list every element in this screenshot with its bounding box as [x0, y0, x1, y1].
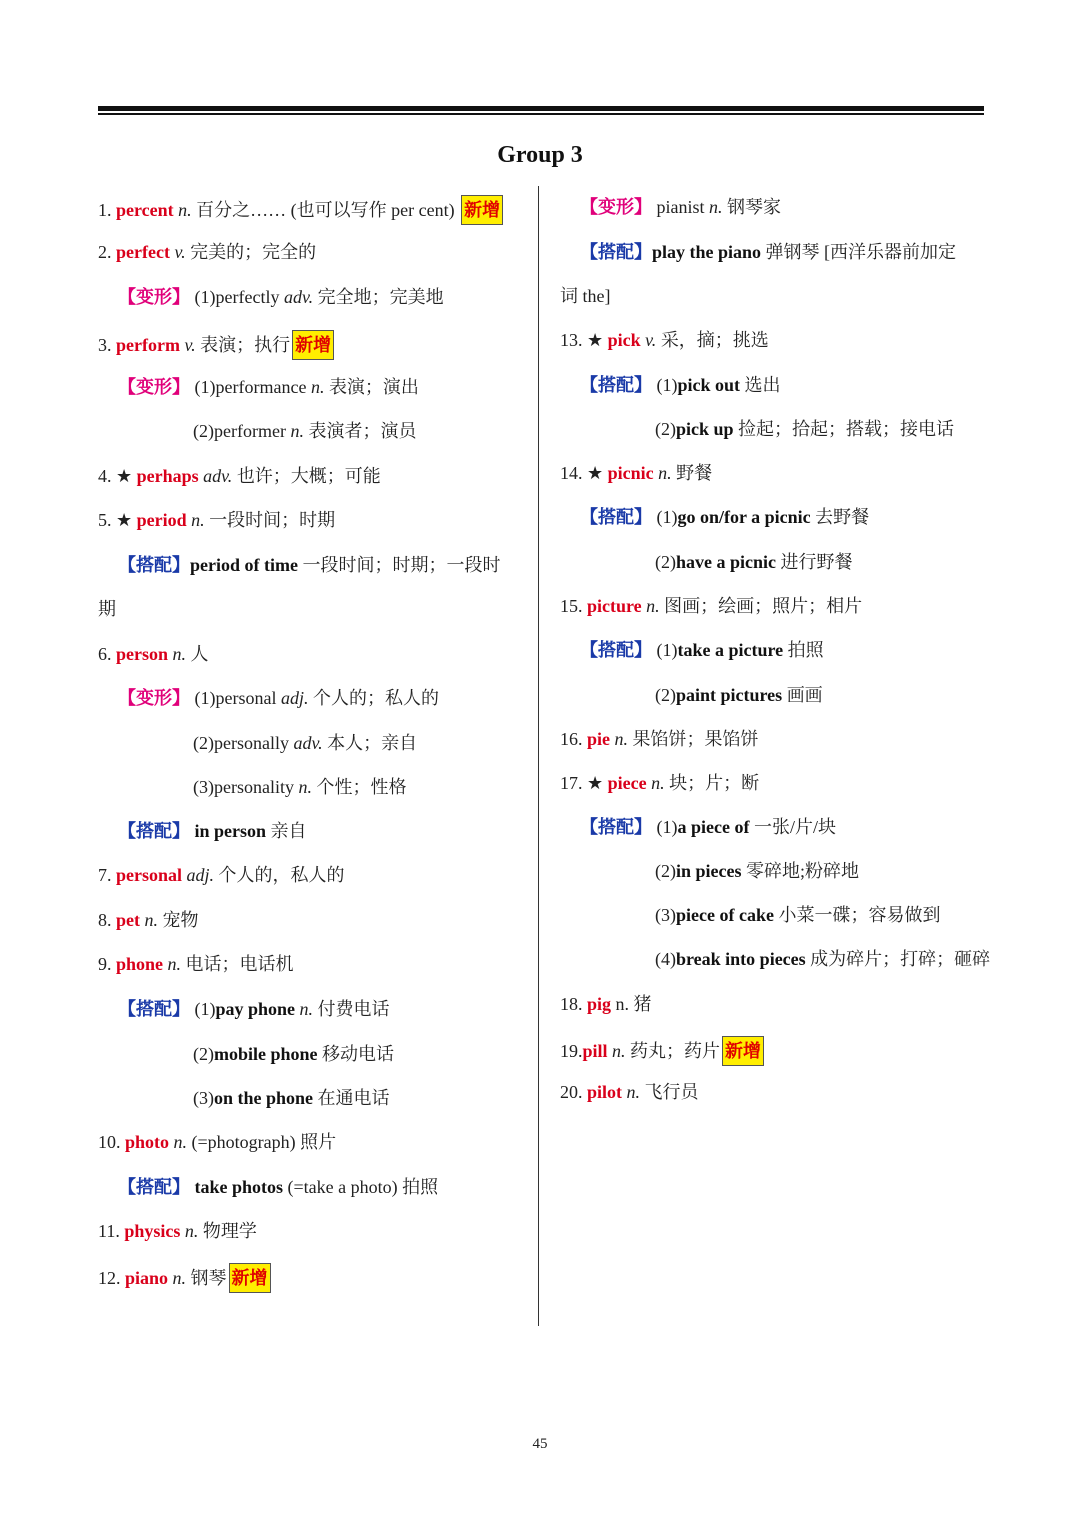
entry-9-collocation-1: [118, 997, 390, 1021]
entry-17-collocation-1: [580, 815, 836, 839]
entry-number: 15.: [560, 596, 587, 616]
part-of-speech: v.: [169, 242, 186, 262]
definition: 小菜一碟；容易做到: [773, 905, 941, 925]
entry-number: 9.: [98, 954, 116, 974]
definition: 一段时间；时期；一段时: [297, 555, 501, 575]
entry-17-collocation-2: [655, 859, 859, 883]
variant-tag: 【变形】: [118, 377, 190, 397]
entry-15-collocation-2: [655, 683, 823, 707]
entry-number: 13.: [560, 330, 587, 350]
entry-number: 7.: [98, 865, 116, 885]
definition: 人: [186, 644, 209, 664]
phrase: pay phone: [215, 999, 296, 1019]
entry-number: 5.: [98, 510, 116, 530]
definition: 飞行员: [640, 1082, 699, 1102]
item-number: (2): [655, 861, 676, 881]
definition: (=take a photo) 拍照: [283, 1177, 439, 1197]
entry-12-variant: [580, 195, 781, 219]
entry-number: 20.: [560, 1082, 587, 1102]
part-of-speech: adv.: [293, 733, 323, 753]
part-of-speech: n.: [622, 1082, 641, 1102]
definition: 选出: [740, 375, 781, 395]
phrase: in pieces: [676, 861, 742, 881]
item-number: (2): [655, 685, 676, 705]
item-number: (2): [655, 419, 676, 439]
entry-14-collocation-1: [580, 505, 869, 529]
entry-number: 10.: [98, 1132, 125, 1152]
definition: 本人；亲自: [322, 733, 418, 753]
part-of-speech: n.: [641, 596, 660, 616]
entry-5-collocation: [118, 553, 500, 577]
item-number: (1): [652, 507, 678, 527]
variant-word: (3)personality: [193, 777, 299, 797]
entry-5: [98, 508, 335, 532]
entry-number: 17.: [560, 773, 587, 793]
part-of-speech: n.: [646, 773, 665, 793]
entry-3-variant-1: [118, 375, 419, 399]
variant-tag: 【变形】: [118, 287, 190, 307]
entry-5-collocation-cont: 期: [98, 599, 116, 619]
headword: physics: [124, 1221, 181, 1241]
variant-word: (1)performance: [190, 377, 311, 397]
headword: percent: [116, 200, 174, 220]
entry-number: 12.: [98, 1268, 125, 1288]
headword: photo: [125, 1132, 170, 1152]
part-of-speech: n.: [610, 729, 629, 749]
phrase: period of time: [190, 555, 298, 575]
variant-word: (2)personally: [193, 733, 294, 753]
phrase: play the piano: [652, 242, 762, 262]
entry-7: [98, 863, 345, 887]
entry-11: [98, 1219, 257, 1243]
definition: 在通电话: [313, 1088, 390, 1108]
variant-tag: 【变形】: [580, 197, 652, 217]
variant-word: pianist: [652, 197, 709, 217]
entry-number: 18.: [560, 994, 587, 1014]
variant-tag: 【变形】: [118, 688, 190, 708]
collocation-tag: 【搭配】: [118, 1177, 190, 1197]
entry-number: 16.: [560, 729, 587, 749]
entry-17: [560, 771, 759, 795]
phrase: pick out: [677, 375, 741, 395]
item-number: (2): [655, 552, 676, 572]
phrase: a piece of: [677, 817, 750, 837]
phrase: paint pictures: [676, 685, 783, 705]
definition: 野餐: [671, 463, 713, 483]
entry-15-collocation-1: [580, 638, 824, 662]
definition: 弹钢琴 [西洋乐器前加定: [761, 242, 957, 262]
entry-9: [98, 952, 294, 976]
item-number: (1): [652, 375, 678, 395]
definition: 钢琴: [186, 1268, 227, 1288]
entry-number: 6.: [98, 644, 116, 664]
new-badge: 新增: [461, 195, 503, 225]
collocation-tag: 【搭配】: [580, 507, 652, 527]
part-of-speech: n.: [168, 1268, 187, 1288]
entry-17-collocation-3: [655, 903, 940, 927]
entry-4: [98, 464, 381, 488]
phrase: have a picnic: [676, 552, 777, 572]
part-of-speech: adj.: [182, 865, 215, 885]
definition: 一张/片/块: [749, 817, 836, 837]
column-divider: [538, 186, 539, 1326]
definition: 零碎地;粉碎地: [741, 861, 860, 881]
phrase: take a picture: [677, 640, 784, 660]
entry-number: 2.: [98, 242, 116, 262]
part-of-speech: n.: [168, 644, 187, 664]
entry-6-variant-2: [193, 731, 417, 755]
definition: 钢琴家: [722, 197, 781, 217]
part-of-speech: n.: [169, 1132, 188, 1152]
entry-number: 11.: [98, 1221, 125, 1241]
definition: 拍照: [783, 640, 824, 660]
new-badge: 新增: [722, 1036, 764, 1066]
part-of-speech: n.: [173, 200, 192, 220]
headword: pie: [587, 729, 611, 749]
part-of-speech: n.: [290, 421, 304, 441]
definition: 电话；电话机: [181, 954, 294, 974]
headword: perform: [116, 335, 180, 355]
collocation-tag: 【搭配】: [580, 640, 652, 660]
phrase: in person: [190, 821, 267, 841]
star-icon: ★: [116, 510, 133, 530]
entry-13-collocation-2: [655, 417, 954, 441]
collocation-tag: 【搭配】: [580, 817, 652, 837]
variant-word: (1)perfectly: [190, 287, 284, 307]
entry-13: [560, 328, 769, 352]
definition: 完美的；完全的: [185, 242, 317, 262]
definition: (=photograph) 照片: [187, 1132, 337, 1152]
headword: pig: [587, 994, 612, 1014]
headword: pet: [116, 910, 140, 930]
part-of-speech: adv.: [283, 287, 314, 307]
star-icon: ★: [587, 330, 604, 350]
definition: 果馅饼；果馅饼: [628, 729, 759, 749]
definition: 宠物: [158, 910, 199, 930]
entry-number: 19.: [560, 1041, 583, 1061]
variant-word: (2)performer: [193, 421, 291, 441]
definition: 采，摘；挑选: [656, 330, 769, 350]
entry-number: 1.: [98, 200, 116, 220]
phrase: take photos: [190, 1177, 284, 1197]
phrase: break into pieces: [676, 949, 806, 969]
star-icon: ★: [116, 466, 133, 486]
part-of-speech: v.: [179, 335, 196, 355]
entry-number: 4.: [98, 466, 116, 486]
definition: 表演者；演员: [303, 421, 417, 441]
entry-10: [98, 1130, 336, 1154]
entry-number: 14.: [560, 463, 587, 483]
part-of-speech: n.: [180, 1221, 199, 1241]
entry-10-collocation: [118, 1175, 438, 1199]
part-of-speech: n.: [653, 463, 672, 483]
part-of-speech: v.: [640, 330, 657, 350]
phrase: pick up: [676, 419, 734, 439]
definition: 表演；执行: [195, 335, 291, 355]
star-icon: ★: [587, 773, 604, 793]
collocation-tag: 【搭配】: [118, 821, 190, 841]
entry-12-collocation-cont: 词 the]: [560, 286, 611, 306]
phrase: piece of cake: [676, 905, 774, 925]
headword: phone: [116, 954, 164, 974]
part-of-speech: n.: [186, 510, 205, 530]
entry-number: 8.: [98, 910, 116, 930]
entry-9-collocation-2: [193, 1042, 394, 1066]
part-of-speech: n.: [295, 999, 314, 1019]
headword: pick: [607, 330, 641, 350]
headword: pilot: [587, 1082, 623, 1102]
item-number: (3): [655, 905, 676, 925]
definition: 个性；性格: [311, 777, 407, 797]
definition: 一段时间；时期: [204, 510, 336, 530]
part-of-speech: n.: [310, 377, 325, 397]
definition: 药丸；药片: [625, 1041, 721, 1061]
definition: 画画: [782, 685, 823, 705]
entry-13-collocation-1: [580, 373, 781, 397]
headword: period: [136, 510, 187, 530]
entry-14: [560, 461, 712, 485]
definition: 块；片；断: [664, 773, 760, 793]
entry-12: [98, 1263, 271, 1293]
definition: 也许；大概；可能: [232, 466, 381, 486]
headword: pill: [582, 1041, 608, 1061]
entry-1: [98, 195, 503, 225]
part-of-speech: n.: [709, 197, 723, 217]
definition: 亲自: [266, 821, 307, 841]
entry-16: [560, 727, 759, 751]
item-number: (1): [652, 640, 678, 660]
entry-18: [560, 992, 652, 1016]
part-of-speech: n.: [163, 954, 182, 974]
page-title: Group 3: [497, 142, 583, 168]
entry-14-collocation-2: [655, 550, 853, 574]
item-number: (1): [652, 817, 678, 837]
entry-12-collocation: [580, 240, 956, 264]
variant-word: (1)personal: [190, 688, 281, 708]
definition: 图画；绘画；照片；相片: [659, 596, 863, 616]
definition: 成为碎片；打碎；砸碎: [805, 949, 991, 969]
entry-6: [98, 642, 209, 666]
item-number: (2): [193, 1044, 214, 1064]
headword: perhaps: [136, 466, 199, 486]
star-icon: ★: [587, 463, 604, 483]
phrase: go on/for a picnic: [677, 507, 811, 527]
headword: person: [116, 644, 169, 664]
entry-19: [560, 1036, 764, 1066]
part-of-speech: n.: [607, 1041, 626, 1061]
item-number: (4): [655, 949, 676, 969]
entry-2: [98, 240, 316, 264]
entry-6-variant-1: [118, 686, 439, 710]
entry-15: [560, 594, 862, 618]
headword: picture: [587, 596, 642, 616]
part-of-speech: adv.: [198, 466, 233, 486]
headword: perfect: [116, 242, 170, 262]
part-of-speech: adj.: [280, 688, 309, 708]
definition: 进行野餐: [776, 552, 853, 572]
entry-6-collocation: [118, 819, 307, 843]
item-number: (1): [190, 999, 216, 1019]
part-of-speech: n.: [140, 910, 158, 930]
entry-6-variant-3: [193, 775, 406, 799]
page-number: 45: [532, 1436, 548, 1452]
item-number: (3): [193, 1088, 214, 1108]
definition: 个人的；私人的: [308, 688, 439, 708]
definition: 移动电话: [317, 1044, 395, 1064]
part-of-speech: n.: [298, 777, 312, 797]
entry-2-variant: [118, 285, 444, 309]
definition: 物理学: [198, 1221, 257, 1241]
headword: personal: [116, 865, 183, 885]
new-badge: 新增: [292, 330, 334, 360]
entry-9-collocation-3: [193, 1086, 390, 1110]
entry-17-collocation-4: [655, 947, 990, 971]
headword: piece: [607, 773, 647, 793]
phrase: on the phone: [214, 1088, 314, 1108]
collocation-tag: 【搭配】: [118, 999, 190, 1019]
definition: 去野餐: [810, 507, 870, 527]
definition: 完全地；完美地: [313, 287, 444, 307]
collocation-tag: 【搭配】: [580, 242, 652, 262]
header-rule-thin: [98, 113, 984, 115]
entry-8: [98, 908, 199, 932]
entry-20: [560, 1080, 699, 1104]
definition: 付费电话: [313, 999, 390, 1019]
entry-number: 3.: [98, 335, 116, 355]
part-of-speech: n.: [611, 994, 630, 1014]
definition: 猪: [629, 994, 652, 1014]
definition: 捡起；拾起；搭载；接电话: [733, 419, 955, 439]
entry-3-variant-2: [193, 419, 416, 443]
collocation-tag: 【搭配】: [118, 555, 190, 575]
new-badge: 新增: [229, 1263, 271, 1293]
phrase: mobile phone: [214, 1044, 318, 1064]
collocation-tag: 【搭配】: [580, 375, 652, 395]
definition: 个人的，私人的: [214, 865, 345, 885]
definition: 百分之…… (也可以写作 per cent): [191, 200, 460, 220]
header-rule-thick: [98, 106, 984, 111]
entry-3: [98, 330, 334, 360]
headword: picnic: [607, 463, 654, 483]
definition: 表演；演出: [324, 377, 419, 397]
headword: piano: [125, 1268, 169, 1288]
